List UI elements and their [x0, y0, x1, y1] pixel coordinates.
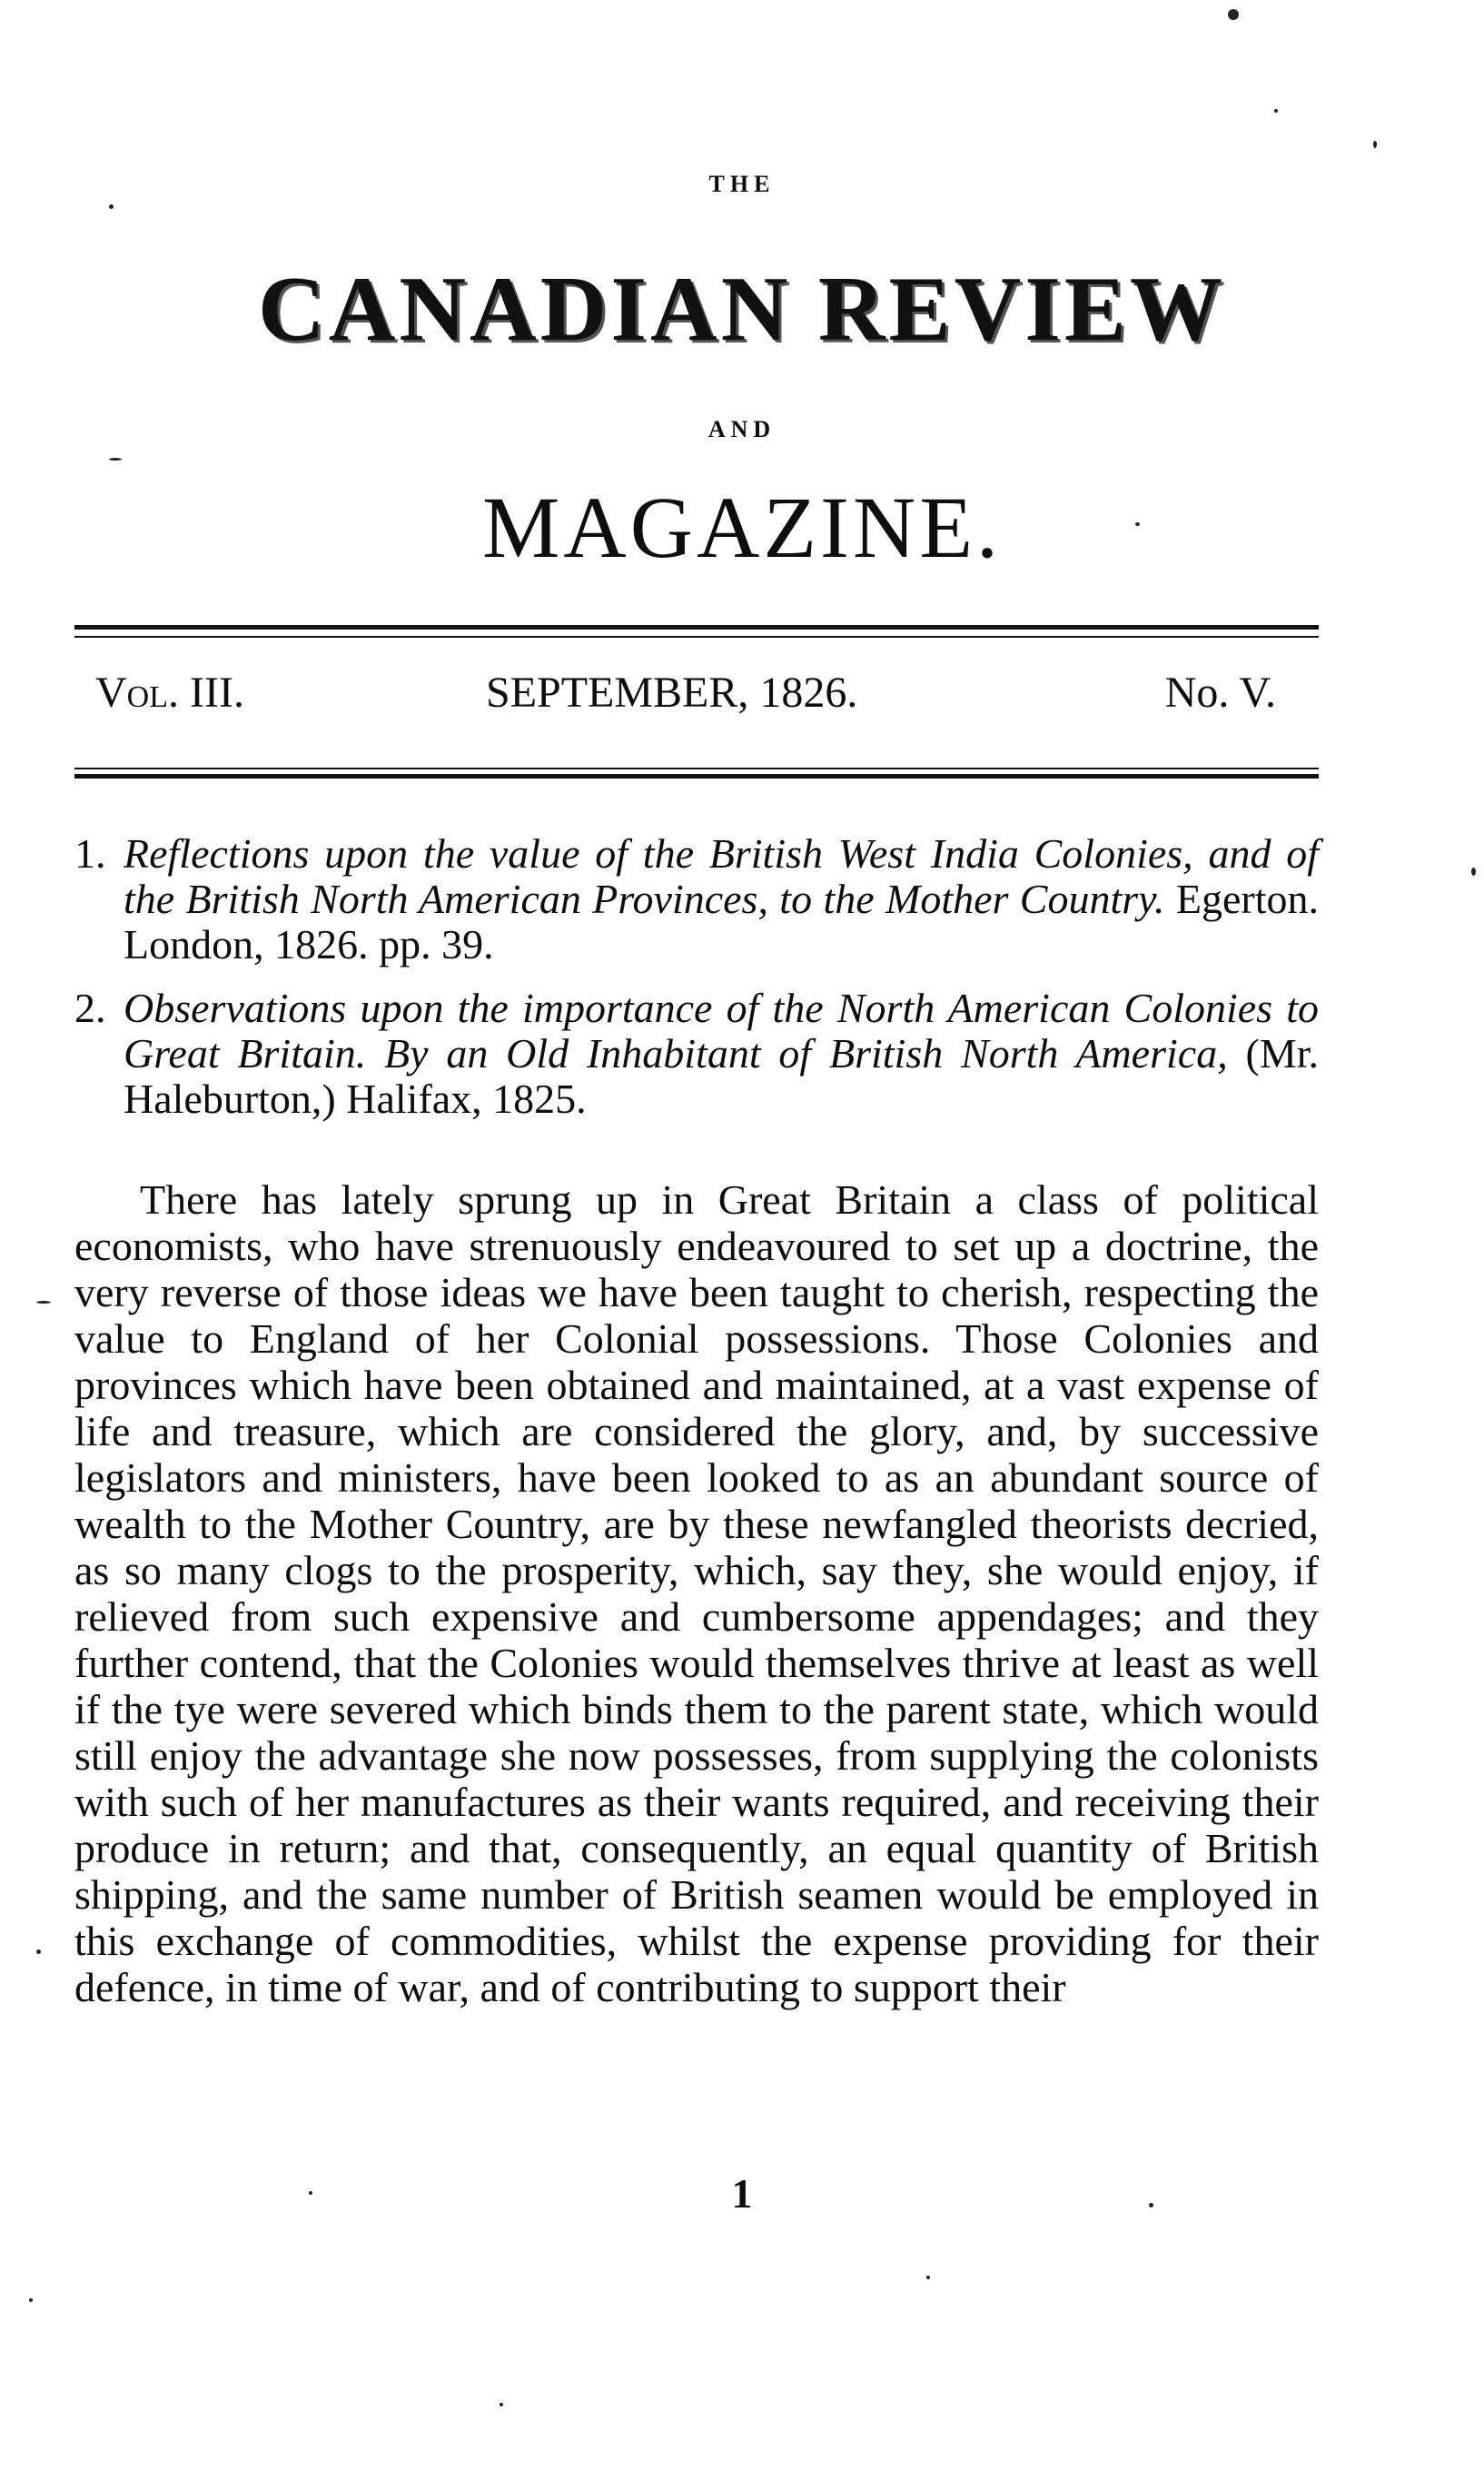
scan-speck	[36, 1301, 51, 1304]
reviewed-work-number: 1.	[74, 830, 106, 877]
scan-speck	[926, 2276, 930, 2279]
article-body: There has lately sprung up in Great Britain a class of political economists, who have strenuously endeavoured to set up a doctrine, the very reverse of those ideas we have been taught to cherish, respecting the value to England of her Colonial possessions. Those Colonies and provinces which have been obtained and maintained, at a vast expense of life and treasure, which are considered the glory, and, by successive legislators and ministers, have been looked to as an abundant source of wealth to the Mother Country, are by these newfangled theorists decried, as so many clogs to the prosperity, which, say they, she would enjoy, if relieved from such expensive and cumbersome appendages; and they further contend, that the Colonies would themselves thrive at least as well if the tye were severed which binds them to the parent state, which would still enjoy the advantage she now possesses, from supplying the colonists with such of her manufactures as their wants required, and receiving their produce in return; and that, consequently, an equal quantity of British shipping, and the same number of British seamen would be employed in this exchange of commodities, whilst the expense providing for their defence, in time of war, and of contributing to support their	[74, 1176, 1319, 2010]
scan-speck	[109, 204, 114, 209]
scan-speck	[1228, 9, 1239, 20]
header-the: THE	[708, 171, 776, 197]
issue-date: SEPTEMBER, 1826.	[486, 669, 858, 717]
page-number: 1	[731, 2170, 753, 2217]
reviewed-work-title: Observations upon the importance of the North American Colonies to Great Britain. By an Old Inhabitant of British North America,	[124, 985, 1319, 1076]
scan-speck	[1471, 868, 1476, 876]
reviewed-works	[74, 831, 1319, 1140]
volume-label: Vol. III.	[95, 669, 244, 717]
reviewed-work-2	[74, 986, 1319, 1122]
header-and: AND	[707, 416, 777, 442]
reviewed-work-title: Reflections upon the value of the British West India Colonies, and of the British North American Provinces, to the Mother Country.	[124, 830, 1319, 922]
reviewed-work-details: (Mr. Haleburton,) Halifax, 1825.	[124, 1030, 1320, 1122]
scan-speck	[1274, 109, 1278, 113]
journal-title: CANADIAN REVIEW	[258, 258, 1226, 361]
scan-speck	[36, 1949, 41, 1954]
bottom-rule-thick	[74, 774, 1319, 779]
header-magazine: MAGAZINE.	[482, 479, 1002, 576]
scan-speck	[500, 2403, 503, 2406]
reviewed-work-1	[74, 831, 1319, 967]
reviewed-work-number: 2.	[74, 985, 106, 1031]
bottom-rule-thin	[74, 768, 1319, 769]
scan-speck	[1373, 141, 1377, 148]
scan-speck	[1149, 2203, 1153, 2207]
top-rule-thin	[74, 636, 1319, 638]
scan-speck	[109, 458, 122, 461]
scan-speck	[309, 2191, 312, 2195]
scan-speck	[1135, 522, 1140, 526]
scan-speck	[29, 2298, 33, 2302]
top-rule-thick	[74, 625, 1319, 630]
issue-number: No. V.	[1164, 669, 1276, 717]
reviewed-work-details: Egerton. London, 1826. pp. 39.	[124, 876, 1319, 967]
